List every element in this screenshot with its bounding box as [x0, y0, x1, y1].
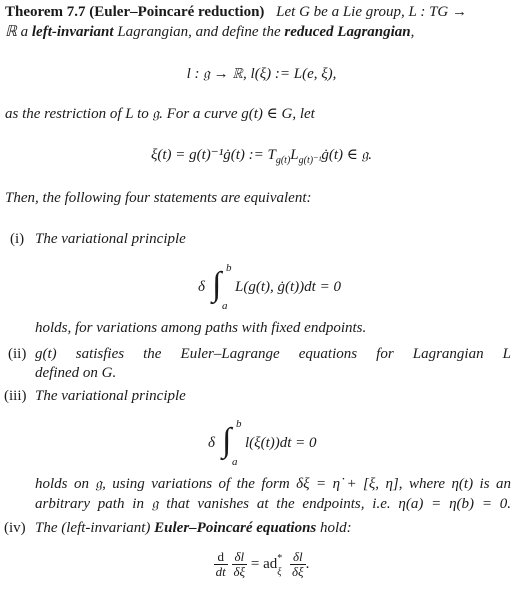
integral-i-delta: δ	[198, 279, 205, 295]
item-ii-text-1: g(t) satisfies the Euler–Lagrange equations for Lagrangian L	[35, 346, 511, 362]
item-ii-text-2: defined on G.	[35, 365, 117, 381]
reduced-lagrangian-formula: l : 𝔤 → ℝ, l(ξ) := L(e, ξ),	[186, 66, 337, 82]
intro-end: ,	[410, 24, 415, 40]
integral-iii-integrand: l(ξ(t))dt = 0	[245, 435, 317, 451]
ep-rhs	[290, 550, 306, 579]
intro-left-invariant: left-invariant	[31, 24, 114, 40]
integral-iii	[208, 418, 368, 478]
ep-dl-dxi	[232, 550, 248, 579]
item-iv-text-1: The (left-invariant)	[35, 520, 155, 536]
integral-iii-delta: δ	[208, 435, 215, 451]
integral-i-sign: ∫	[212, 266, 222, 303]
intro-reduced-lagrangian: reduced Lagrangian	[284, 24, 411, 40]
restriction-text: as the restriction of L to 𝔤. For a curve g(t) ∈ G, let	[5, 106, 315, 122]
xi-def-end: ġ(t) ∈ 𝔤.	[321, 147, 373, 163]
item-iv-label: (iv)	[4, 520, 26, 536]
ep-eq-ad: = ad	[250, 556, 278, 572]
item-iv-text-2: hold:	[316, 520, 352, 536]
theorem-heading-line	[5, 2, 467, 22]
ep-d-num: d	[214, 550, 228, 565]
item-iii-holds-1: holds on 𝔤, using variations of the form δξ = η̇ + [ξ, η], where η(t) is an	[35, 476, 511, 492]
theorem-heading: Theorem 7.7 (Euler–Poincaré reduction)	[5, 4, 265, 20]
integral-i-lower: a	[222, 300, 228, 312]
item-iv-ep-equations: Euler–Poincaré equations	[154, 520, 317, 536]
item-i-holds: holds, for variations among paths with fixed endpoints.	[35, 320, 367, 336]
item-iii-text: The variational principle	[35, 388, 186, 404]
ep-rhs-num: δl	[290, 550, 306, 565]
item-ii-label: (ii)	[8, 346, 27, 362]
item-iii-holds-2: arbitrary path in 𝔤 that vanishes at the endpoints, i.e. η(a) = η(b) = 0.	[35, 496, 511, 512]
integral-i-integrand: L(g(t), ġ(t))dt = 0	[235, 279, 341, 295]
xi-def-mid: L	[290, 147, 299, 163]
ep-ad-scripts: * ξ	[277, 552, 283, 578]
item-i-label: (i)	[10, 231, 25, 247]
xi-def-sub2: g(t)⁻¹	[298, 155, 322, 166]
ep-d-den: dt	[215, 564, 226, 579]
ep-rhs-den: δξ	[292, 564, 304, 579]
integral-iii-sign: ∫	[222, 422, 232, 459]
integral-iii-upper: b	[236, 418, 242, 430]
item-i-text: The variational principle	[35, 231, 186, 247]
euler-poincare-equation	[0, 550, 523, 579]
integral-i	[198, 262, 398, 322]
xi-def-sub1: g(t)	[275, 155, 291, 166]
ep-dl-den: δξ	[233, 564, 246, 579]
theorem-intro-line-2	[5, 22, 414, 42]
ep-period: .	[305, 556, 310, 572]
ep-d-dt	[214, 550, 228, 579]
ep-dl-num: δl	[232, 550, 248, 565]
item-iii-label: (iii)	[4, 388, 27, 404]
intro-part-1: ℝ a	[5, 24, 32, 40]
integral-i-upper: b	[226, 262, 232, 274]
integral-iii-lower: a	[232, 456, 238, 468]
xi-def-main: ξ(t) = g(t)⁻¹ġ(t) := T	[150, 147, 276, 163]
theorem-intro-a: Let G be a Lie group, L : TG →	[276, 4, 468, 20]
xi-definition-formula	[0, 145, 523, 165]
item-iv-text	[35, 518, 352, 538]
equivalence-text: Then, the following four statements are equivalent:	[5, 190, 312, 206]
intro-part-2: Lagrangian, and define the	[113, 24, 285, 40]
